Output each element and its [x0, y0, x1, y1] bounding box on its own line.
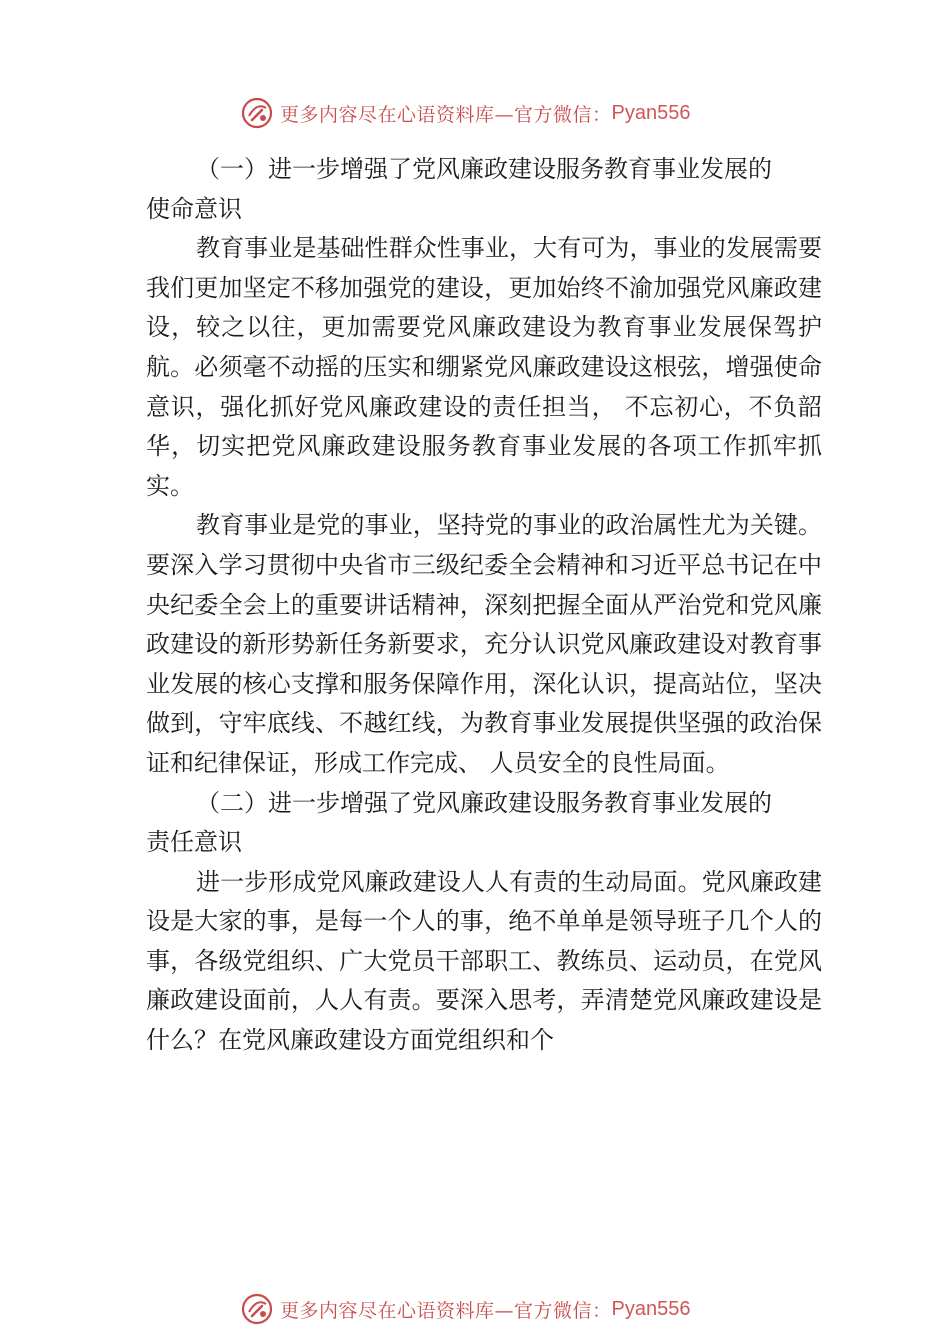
- logo-icon: [240, 1292, 274, 1326]
- watermark-wechat-id: Pyan556: [611, 1297, 691, 1320]
- watermark-wechat-id: Pyan556: [611, 101, 691, 124]
- header-watermark: [240, 96, 690, 130]
- watermark-text: 更多内容尽在心语资料库—官方微信：: [280, 1299, 612, 1322]
- document-body: [146, 150, 822, 1061]
- footer-watermark: [240, 1292, 690, 1326]
- paragraph-3: 进一步形成党风廉政建设人人有责的生动局面。党风廉政建设是大家的事，是每一个人的事，绝不单单是领导班子几个人的事，各级党组织、广大党员干部职工、教练员、运动员，在党风廉政建设面前，人人有责。要深入思考，弄清楚党风廉政建设是什么？在党风廉政建设方面党组织和个: [146, 867, 822, 1055]
- paragraph-1: 教育事业是基础性群众性事业，大有可为，事业的发展需要我们更加坚定不移加强党的建设，更加始终不渝加强党风廉政建设，较之以往，更加需要党风廉政建设为教育事业发展保驾护航。必须毫不动摇的压实和绷紧党风廉政建设这根弦，增强使命意识，强化抓好党风廉政建设的责任担当， 不忘初心，不负韶华，切实把党风廉政建设服务教育事业发展的各项工作抓牢抓实。: [146, 234, 822, 500]
- watermark-text: 更多内容尽在心语资料库—官方微信：: [280, 103, 612, 126]
- section-heading-2: （二）进一步增强了党风廉政建设服务教育事业发展的责任意识: [146, 788, 772, 857]
- paragraph-2: 教育事业是党的事业，坚持党的事业的政治属性尤为关键。要深入学习贯彻中央省市三级纪委全会精神和习近平总书记在中央纪委全会上的重要讲话精神，深刻把握全面从严治党和党风廉政建设的新形势新任务新要求，充分认识党风廉政建设对教育事业发展的核心支撑和服务保障作用，深化认识，提高站位，坚决做到，守牢底线、不越红线，为教育事业发展提供坚强的政治保证和纪律保证，形成工作完成、 人员安全的良性局面。: [146, 511, 822, 777]
- logo-icon: [240, 96, 274, 130]
- section-heading-1: （一）进一步增强了党风廉政建设服务教育事业发展的使命意识: [146, 155, 772, 223]
